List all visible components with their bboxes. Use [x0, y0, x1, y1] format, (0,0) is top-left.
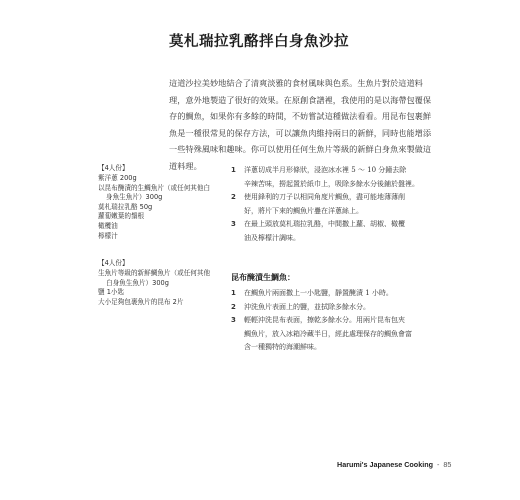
ingredient-item: 檸檬汁	[98, 231, 118, 240]
ingredient-list-cured-fish	[98, 259, 210, 307]
servings-label: 【4人份】	[98, 259, 129, 267]
step-item	[231, 301, 431, 315]
ingredient-item: 莫札瑞拉乳酪 50g	[98, 202, 153, 211]
footer-separator: -	[436, 460, 440, 469]
step-text: 含一種獨特的海潮鮮味。	[244, 343, 321, 351]
ingredient-item: 以昆布醃漬的生鯛魚片（或任何其他白	[98, 183, 211, 192]
page-title: 莫札瑞拉乳酪拌白身魚沙拉	[169, 34, 349, 50]
step-text: 辛辣苦味，撈起置於紙巾上，吸除多餘水分後鋪於盤裡。	[244, 179, 419, 188]
step-text: 油及檸檬汁調味。	[244, 233, 300, 242]
step-item	[231, 218, 431, 245]
step-item	[231, 164, 431, 191]
step-number: 2	[231, 193, 236, 201]
ingredient-item: 鹽 1小匙	[98, 288, 125, 297]
ingredient-item: 身魚生魚片）300g	[106, 193, 163, 202]
step-number: 3	[231, 220, 236, 228]
step-number: 1	[231, 289, 236, 297]
intro-line: 理，意外地製造了很好的效果。在原創食譜裡，我使用的是以海帶包覆保	[169, 94, 432, 105]
ingredient-item: 紫洋蔥 200g	[98, 174, 137, 183]
step-text: 使用鋒利的刀子以相同角度片鯛魚，盡可能地薄薄削	[244, 193, 405, 201]
ingredient-item: 蘿蔔嫩葉的鬚根	[98, 212, 145, 221]
step-text: 在鯛魚片兩面撒上一小匙鹽，靜置醃漬 1 小時。	[244, 289, 393, 297]
intro-line: 存的鯛魚，如果你有多餘的時間，不妨嘗試這種做法看看。用昆布包裹鮮	[169, 111, 432, 121]
step-number: 2	[231, 302, 236, 311]
ingredient-item: 生魚片等級的新鮮鯛魚片（或任何其他	[98, 269, 211, 278]
ingredient-list-salad	[98, 164, 210, 241]
step-number: 1	[231, 166, 236, 174]
page-footer	[337, 460, 451, 469]
intro-line: 一些特殊風味和趣味。你可以使用任何生魚片等級的新鮮白身魚來製做這	[169, 144, 432, 154]
intro-line: 這道沙拉美妙地結合了清爽淡雅的食材風味與色系。生魚片對於這道料	[169, 78, 423, 88]
step-number: 3	[231, 316, 236, 324]
ingredient-item: 橄欖油	[98, 222, 118, 231]
step-text: 鯛魚片，放入冰箱冷藏半日，經此處理保存的鯛魚會富	[244, 329, 412, 338]
step-item	[231, 191, 431, 218]
step-item	[231, 287, 431, 301]
step-text: 好，將片下來的鯛魚片疊在洋蔥絲上。	[244, 206, 363, 215]
step-text: 輕輕沖洗昆布表面，擦乾多餘水分。用兩片昆布包夾	[244, 316, 405, 324]
ingredient-item: 大小足夠包裹魚片的昆布 2片	[98, 297, 184, 306]
step-list-cured-fish	[231, 287, 431, 355]
step-item	[231, 314, 431, 355]
intro-line: 魚是一種很常見的保存方法，可以讓魚肉維持兩日的新鮮，同時也能增添	[169, 127, 432, 138]
step-text: 洋蔥切成半月形條狀，浸泡冰水裡 5 ～ 10 分鐘去除	[244, 166, 407, 174]
section-heading: 昆布醃漬生鯛魚：	[231, 273, 295, 282]
ingredient-item: 白身魚生魚片）300g	[106, 278, 169, 287]
step-list-salad	[231, 164, 431, 245]
book-title: Harumi's Japanese Cooking	[337, 460, 433, 469]
intro-paragraph	[169, 75, 431, 174]
step-text: 在最上頭放莫札瑞拉乳酪，中間撒上蘿、胡椒、橄欖	[244, 220, 405, 228]
page-number: 85	[443, 460, 452, 469]
step-text: 沖洗魚片表面上的鹽，並拭除多餘水分。	[244, 302, 370, 311]
servings-label: 【4人份】	[98, 164, 129, 172]
intro-line: 道料理。	[169, 160, 202, 171]
